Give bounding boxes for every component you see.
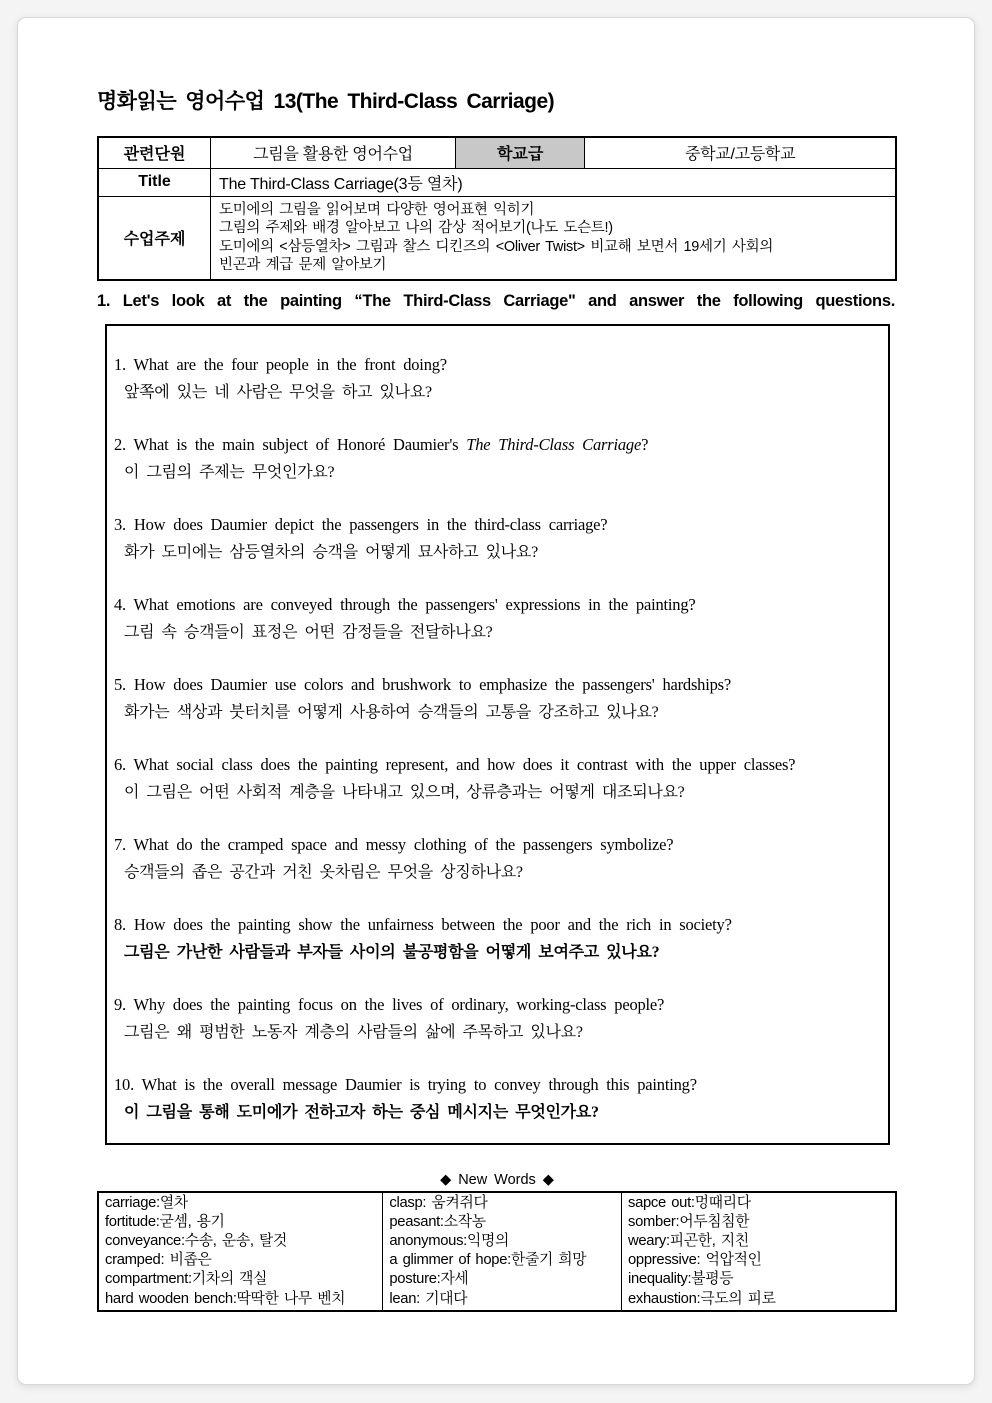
vocab-entry: clasp: 움켜쥐다 [389,1194,488,1211]
vocab-column-2 [383,1192,622,1311]
vocab-entry: compartment:기차의 객실 [105,1271,268,1288]
related-unit-label: 관련단원 [98,137,211,168]
topic-line: 그림의 주제와 배경 알아보고 나의 감상 적어보기(나도 도슨트!) [219,220,613,236]
questions-box [105,324,890,1145]
question-korean: 앞쪽에 있는 네 사람은 무엇을 하고 있나요? [124,383,432,401]
vocab-column-1 [98,1192,383,1311]
question-english: 10. What is the overall message Daumier is trying to convey through this painting? [114,1074,697,1094]
vocab-entry: lean: 기대다 [389,1290,468,1307]
title-label: Title [98,168,211,196]
question-english: 6. What social class does the painting represent, and how does it contrast with the upper classes? [114,754,796,774]
question-item [107,431,888,511]
vocab-entry: sapce out:멍때리다 [627,1194,751,1211]
vocab-entry: conveyance:수송, 운송, 탈것 [105,1232,287,1249]
lesson-topic-content [211,196,896,280]
title-value: The Third-Class Carriage(3등 열차) [211,168,896,196]
vocab-entry: hard wooden bench:딱딱한 나무 벤치 [105,1290,346,1307]
school-level-value: 중학교/고등학교 [585,137,896,168]
worksheet-page [17,17,975,1385]
question-korean: 그림은 가난한 사람들과 부자들 사이의 불공평함을 어떻게 보여주고 있나요? [124,943,660,961]
question-english: 5. How does Daumier use colors and brushwork to emphasize the passengers' hardships? [114,674,732,694]
lesson-topic-label: 수업주제 [98,196,211,280]
vocab-entry: somber:어두침침한 [627,1213,750,1230]
vocab-entry: fortitude:굳셈, 용기 [105,1213,225,1230]
page-title: 명화읽는 영어수업 13(The Third-Class Carriage) [97,90,555,113]
question-korean: 그림은 왜 평범한 노동자 계층의 사람들의 삶에 주목하고 있나요? [124,1023,583,1041]
question-english: 8. How does the painting show the unfairness between the poor and the rich in society? [114,914,732,934]
school-level-label: 학교급 [456,137,585,168]
question-korean: 승객들의 좁은 공간과 거친 옷차림은 무엇을 상징하나요? [124,863,523,881]
topic-line: 도미에의 <삼등열차> 그림과 찰스 디킨즈의 <Oliver Twist> 비교해 보면서 19세기 사회의 [219,238,774,255]
lesson-info-table [97,136,897,281]
question-item [107,991,888,1071]
question-item [107,831,888,911]
question-item [107,1071,888,1151]
section-heading: 1. Let's look at the painting “The Third-Class Carriage" and answer the following questions. [97,291,895,310]
question-korean: 이 그림의 주제는 무엇인가요? [124,463,335,481]
question-english: 4. What emotions are conveyed through the passengers' expressions in the painting? [114,594,696,614]
question-item [107,751,888,831]
question-english: 1. What are the four people in the front doing? [114,354,447,374]
vocab-entry: anonymous:익명의 [389,1232,509,1249]
vocab-entry: carriage:열차 [105,1194,188,1211]
question-korean: 화가 도미에는 삼등열차의 승객을 어떻게 묘사하고 있나요? [124,543,538,561]
vocab-entry: posture:자세 [389,1271,469,1288]
question-english: 7. What do the cramped space and messy clothing of the passengers symbolize? [114,834,674,854]
question-item [107,911,888,991]
vocabulary-table [97,1191,897,1312]
question-item [107,671,888,751]
related-unit-value: 그림을 활용한 영어수업 [211,137,456,168]
topic-line: 도미에의 그림을 읽어보며 다양한 영어표현 익히기 [219,201,535,218]
question-korean: 이 그림을 통해 도미에가 전하고자 하는 중심 메시지는 무엇인가요? [124,1103,599,1121]
vocab-entry: weary:피곤한, 지친 [627,1232,749,1249]
question-korean: 이 그림은 어떤 사회적 계층을 나타내고 있으며, 상류층과는 어떻게 대조되나요? [124,783,685,801]
question-english: 2. What is the main subject of Honoré Daumier's The Third-Class Carriage? [114,434,649,454]
vocab-entry: cramped: 비좁은 [105,1252,212,1269]
new-words-heading: ◆ New Words ◆ [440,1171,554,1188]
question-item [107,351,888,431]
question-item [107,511,888,591]
topic-line: 빈곤과 계급 문제 알아보기 [219,257,387,273]
vocab-entry: peasant:소작농 [389,1213,486,1230]
vocab-column-3 [621,1192,896,1311]
vocab-entry: a glimmer of hope:한줄기 희망 [389,1252,587,1269]
question-korean: 그림 속 승객들이 표정은 어떤 감정들을 전달하나요? [124,623,493,641]
question-korean: 화가는 색상과 붓터치를 어떻게 사용하여 승객들의 고통을 강조하고 있나요? [124,703,659,721]
question-item [107,591,888,671]
question-english: 3. How does Daumier depict the passengers in the third-class carriage? [114,514,608,534]
vocab-entry: oppressive: 억압적인 [627,1252,762,1269]
vocab-entry: inequality:불평등 [627,1271,734,1288]
vocab-entry: exhaustion:극도의 피로 [627,1290,776,1307]
question-english: 9. Why does the painting focus on the lives of ordinary, working-class people? [114,994,665,1014]
